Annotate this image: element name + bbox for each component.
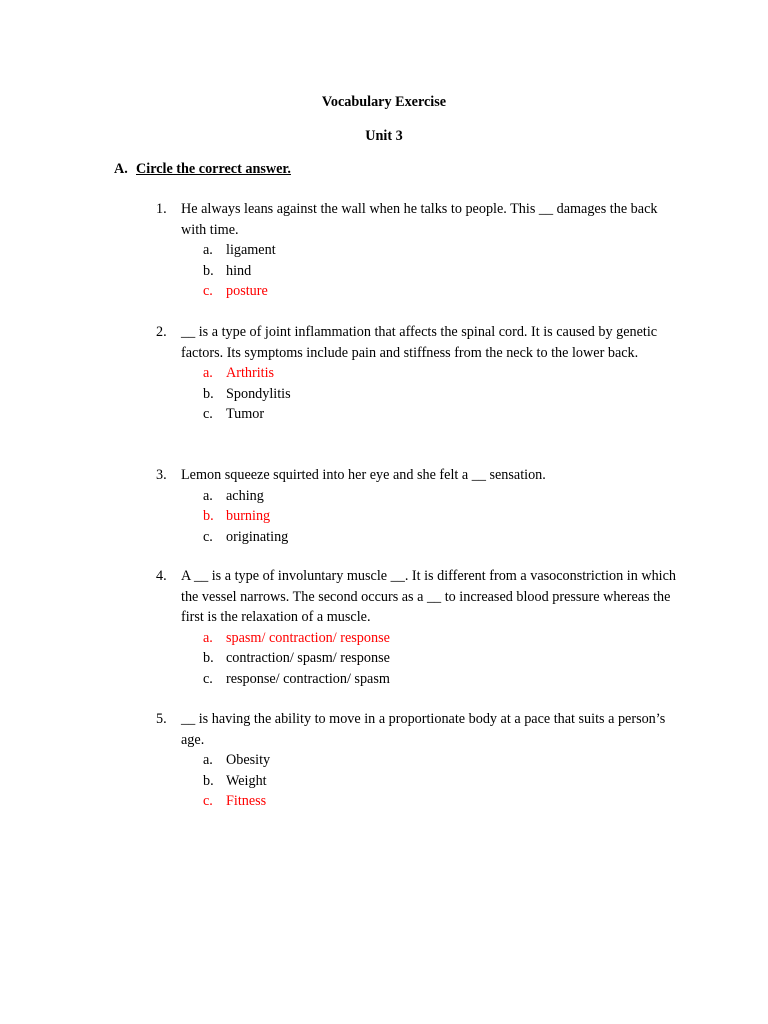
- option-text: aching: [226, 487, 264, 504]
- option-text: Spondylitis: [226, 385, 291, 402]
- question-number: 5.: [156, 711, 167, 727]
- option-a[interactable]: [203, 750, 686, 771]
- option-c[interactable]: [203, 281, 686, 302]
- question-2: [156, 322, 686, 425]
- question-1: [156, 199, 686, 302]
- option-text: contraction/ spasm/ response: [226, 650, 390, 666]
- option-label: c.: [203, 283, 213, 299]
- question-text: __ is having the ability to move in a proportionate body at a pace that suits a person’s age.: [181, 711, 666, 748]
- question-text: __ is a type of joint inflammation that affects the spinal cord. It is caused by genetic factors. Its symptoms include pain and stiffness from the neck to the lower back.: [181, 324, 658, 361]
- option-a[interactable]: [203, 240, 686, 261]
- option-text: Tumor: [226, 406, 265, 422]
- option-label: a.: [203, 365, 213, 381]
- document-title: Vocabulary Exercise: [321, 94, 447, 110]
- option-text: posture: [226, 283, 268, 299]
- question-text: Lemon squeeze squirted into her eye and she felt a __ sensation.: [181, 467, 546, 483]
- option-text: spasm/ contraction/ response: [226, 629, 390, 646]
- question-text: A __ is a type of involuntary muscle __. It is different from a vasoconstriction in which the vessel narrows. The second occurs as a __ to increased blood pressure whereas the first is the relaxation of a muscle.: [181, 568, 677, 625]
- option-list: [156, 240, 686, 302]
- option-label: c.: [203, 528, 213, 545]
- option-text: ligament: [226, 242, 276, 258]
- option-label: c.: [203, 406, 213, 422]
- option-label: a.: [203, 487, 213, 504]
- option-b[interactable]: [203, 261, 686, 282]
- option-a[interactable]: [203, 363, 686, 384]
- option-c[interactable]: [203, 669, 686, 690]
- option-b[interactable]: [203, 506, 686, 527]
- option-text: Weight: [226, 772, 267, 789]
- unit-heading: Unit 3: [365, 128, 403, 144]
- question-number: 1.: [156, 201, 167, 217]
- option-list: [156, 486, 686, 548]
- option-list: [156, 628, 686, 690]
- option-label: a.: [203, 752, 213, 768]
- question-4: [156, 566, 686, 689]
- option-label: b.: [203, 650, 214, 666]
- question-5: [156, 709, 686, 812]
- option-b[interactable]: [203, 384, 686, 405]
- option-text: Arthritis: [226, 365, 275, 381]
- option-label: a.: [203, 242, 213, 258]
- option-text: Obesity: [226, 752, 271, 768]
- option-label: b.: [203, 772, 214, 789]
- option-label: c.: [203, 670, 213, 687]
- option-text: originating: [226, 528, 289, 545]
- option-list: [156, 750, 686, 812]
- question-number: 3.: [156, 467, 167, 483]
- option-b[interactable]: [203, 648, 686, 669]
- question-number: 2.: [156, 324, 167, 340]
- option-label: b.: [203, 385, 214, 402]
- option-a[interactable]: [203, 628, 686, 649]
- section-letter: A.: [114, 161, 128, 177]
- option-text: hind: [226, 262, 252, 279]
- option-c[interactable]: [203, 404, 686, 425]
- question-text: He always leans against the wall when he talks to people. This __ damages the back with time.: [181, 201, 658, 238]
- option-label: a.: [203, 629, 213, 646]
- section-instruction: Circle the correct answer.: [136, 161, 291, 177]
- option-c[interactable]: [203, 527, 686, 548]
- option-text: Fitness: [226, 793, 267, 809]
- option-text: response/ contraction/ spasm: [226, 670, 390, 687]
- option-b[interactable]: [203, 771, 686, 792]
- option-label: b.: [203, 262, 214, 279]
- question-number: 4.: [156, 568, 167, 584]
- option-text: burning: [226, 508, 271, 524]
- option-a[interactable]: [203, 486, 686, 507]
- question-3: [156, 465, 686, 547]
- option-c[interactable]: [203, 791, 686, 812]
- option-list: [156, 363, 686, 425]
- section-heading: [114, 159, 291, 180]
- option-label: b.: [203, 508, 214, 524]
- option-label: c.: [203, 793, 213, 809]
